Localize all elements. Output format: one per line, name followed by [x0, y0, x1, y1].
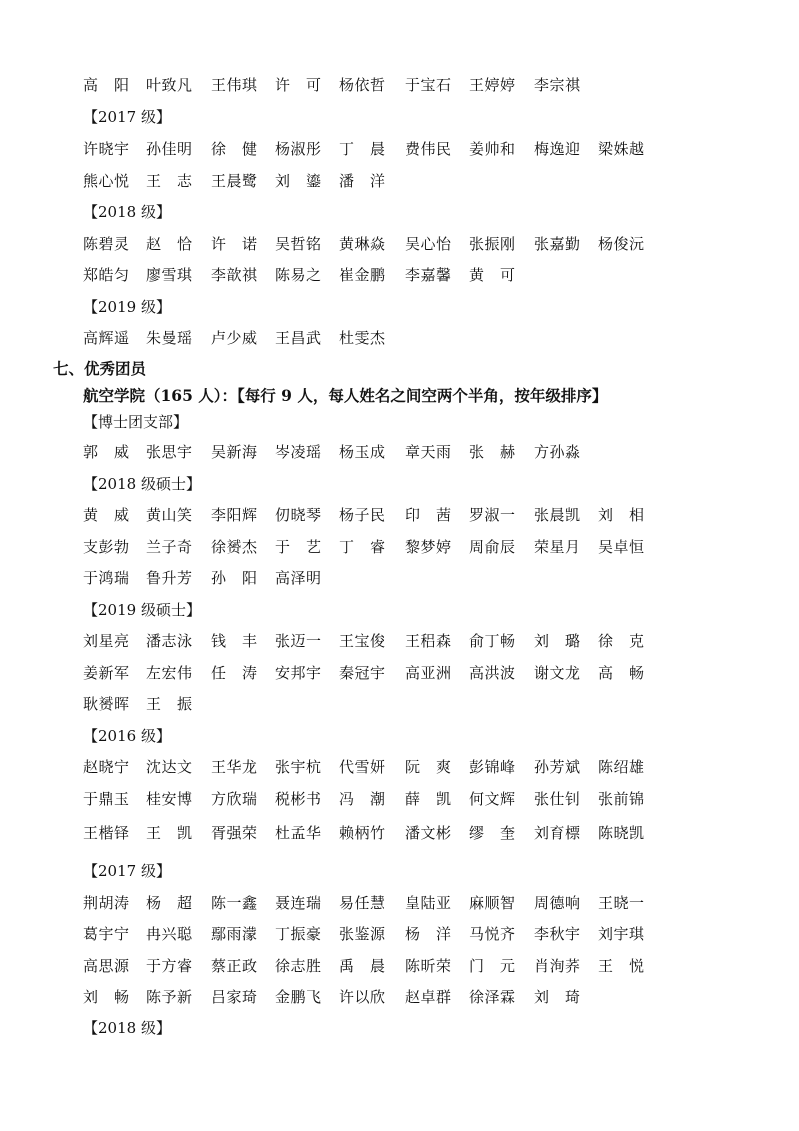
- member-name: 葛宇宁: [83, 925, 130, 943]
- member-name: 黄山笑: [146, 506, 193, 524]
- member-name: 王婷婷: [469, 76, 516, 94]
- member-name: 丁振豪: [275, 925, 322, 943]
- member-name: 于方睿: [146, 957, 193, 975]
- member-name: 丁 晨: [339, 140, 386, 158]
- member-name: 杨淑彤: [275, 140, 322, 158]
- member-name: 王宝俊: [339, 632, 386, 650]
- member-name: 陈碧灵: [83, 235, 130, 253]
- name-row: [83, 170, 663, 192]
- member-name: 支彭勃: [83, 538, 130, 556]
- name-row: [83, 986, 663, 1008]
- member-name: 方欣瑞: [211, 790, 258, 808]
- member-name: 刘 琦: [534, 988, 581, 1006]
- member-name: 张振刚: [469, 235, 516, 253]
- member-name: 杨俊沅: [598, 235, 645, 253]
- name-row: [83, 138, 663, 160]
- member-name: 荣星月: [534, 538, 581, 556]
- member-name: 胥强荣: [211, 824, 258, 842]
- member-name: 陈一鑫: [211, 894, 258, 912]
- member-name: 赖柄竹: [339, 824, 386, 842]
- member-name: 张晨凯: [534, 506, 581, 524]
- member-name: 孙芳斌: [534, 758, 581, 776]
- member-name: 于鸿瑞: [83, 569, 130, 587]
- member-name: 吴哲铭: [275, 235, 322, 253]
- member-name: 徐赟杰: [211, 538, 258, 556]
- member-name: 王 振: [146, 695, 193, 713]
- member-name: 孙佳明: [146, 140, 193, 158]
- member-name: 许晓宇: [83, 140, 130, 158]
- member-name: 周俞辰: [469, 538, 516, 556]
- member-name: 杨 洋: [405, 925, 452, 943]
- member-name: 聂连瑞: [275, 894, 322, 912]
- grade-heading: 【博士团支部】: [83, 413, 189, 431]
- member-name: 秦冠宇: [339, 664, 386, 682]
- member-name: 印 茜: [405, 506, 452, 524]
- member-name: 任 涛: [211, 664, 258, 682]
- name-row: [83, 327, 663, 349]
- member-name: 李秋宇: [534, 925, 581, 943]
- member-name: 刘 璐: [534, 632, 581, 650]
- member-name: 杨子民: [339, 506, 386, 524]
- member-name: 杨依哲: [339, 76, 386, 94]
- member-name: 高洪波: [469, 664, 516, 682]
- member-name: 高泽明: [275, 569, 322, 587]
- name-row: [83, 756, 663, 778]
- member-name: 冯 潮: [339, 790, 386, 808]
- member-name: 崔金鹏: [339, 266, 386, 284]
- name-row: [83, 662, 663, 684]
- name-row: [83, 822, 663, 844]
- member-name: 许以欣: [339, 988, 386, 1006]
- member-name: 刘 畅: [83, 988, 130, 1006]
- member-name: 卢少威: [211, 329, 258, 347]
- member-name: 孙 阳: [211, 569, 258, 587]
- member-name: 马悦齐: [469, 925, 516, 943]
- college-heading: 航空学院（165 人）：【每行 9 人，每人姓名之间空两个半角，按年级排序】: [83, 386, 608, 405]
- member-name: 高亚洲: [405, 664, 452, 682]
- member-name: 谢文龙: [534, 664, 581, 682]
- member-name: 王晓一: [598, 894, 645, 912]
- member-name: 张思宇: [146, 443, 193, 461]
- member-name: 陈易之: [275, 266, 322, 284]
- member-name: 徐志胜: [275, 957, 322, 975]
- member-name: 王 悦: [598, 957, 645, 975]
- name-row: [83, 892, 663, 914]
- member-name: 张前锦: [598, 790, 645, 808]
- member-name: 陈晓凯: [598, 824, 645, 842]
- member-name: 罗淑一: [469, 506, 516, 524]
- member-name: 高辉遥: [83, 329, 130, 347]
- member-name: 徐 克: [598, 632, 645, 650]
- member-name: 李宗祺: [534, 76, 581, 94]
- member-name: 朱曼瑶: [146, 329, 193, 347]
- member-name: 郭 威: [83, 443, 130, 461]
- grade-heading: 【2018 级硕士】: [83, 475, 201, 493]
- member-name: 陈绍雄: [598, 758, 645, 776]
- name-row: [83, 955, 663, 977]
- member-name: 刘宇琪: [598, 925, 645, 943]
- member-name: 皇陆亚: [405, 894, 452, 912]
- grade-heading: 【2018 级】: [83, 203, 171, 221]
- member-name: 叶致凡: [146, 76, 193, 94]
- member-name: 张鉴源: [339, 925, 386, 943]
- member-name: 吴新海: [211, 443, 258, 461]
- member-name: 陈予新: [146, 988, 193, 1006]
- member-name: 王楷铎: [83, 824, 130, 842]
- member-name: 张嘉勤: [534, 235, 581, 253]
- grade-heading: 【2017 级】: [83, 862, 171, 880]
- member-name: 许 可: [275, 76, 322, 94]
- member-name: 张宇杭: [275, 758, 322, 776]
- member-name: 吴心怡: [405, 235, 452, 253]
- member-name: 赵 恰: [146, 235, 193, 253]
- member-name: 沈达文: [146, 758, 193, 776]
- member-name: 何文辉: [469, 790, 516, 808]
- name-row: [83, 504, 663, 526]
- member-name: 许 诺: [211, 235, 258, 253]
- member-name: 李歆祺: [211, 266, 258, 284]
- member-name: 丁 睿: [339, 538, 386, 556]
- member-name: 黄 可: [469, 266, 516, 284]
- member-name: 徐 健: [211, 140, 258, 158]
- member-name: 张迈一: [275, 632, 322, 650]
- grade-heading: 【2019 级硕士】: [83, 601, 201, 619]
- member-name: 禹 晨: [339, 957, 386, 975]
- member-name: 王昌武: [275, 329, 322, 347]
- member-name: 杜孟华: [275, 824, 322, 842]
- member-name: 刘 相: [598, 506, 645, 524]
- name-row: [83, 630, 663, 652]
- member-name: 荆胡涛: [83, 894, 130, 912]
- member-name: 王晨鹭: [211, 172, 258, 190]
- member-name: 杨 超: [146, 894, 193, 912]
- member-name: 高 阳: [83, 76, 130, 94]
- member-name: 章天雨: [405, 443, 452, 461]
- name-row: [83, 788, 663, 810]
- section-title: 七、优秀团员: [53, 359, 147, 378]
- member-name: 彭锦峰: [469, 758, 516, 776]
- member-name: 方孙淼: [534, 443, 581, 461]
- name-row: [83, 567, 663, 589]
- member-name: 于宝石: [405, 76, 452, 94]
- name-row: [83, 74, 663, 96]
- member-name: 潘 洋: [339, 172, 386, 190]
- member-name: 张 赫: [469, 443, 516, 461]
- member-name: 刘 鎏: [275, 172, 322, 190]
- member-name: 仞晓琴: [275, 506, 322, 524]
- member-name: 潘文彬: [405, 824, 452, 842]
- member-name: 肖洵荞: [534, 957, 581, 975]
- member-name: 麻顺智: [469, 894, 516, 912]
- member-name: 鲁升芳: [146, 569, 193, 587]
- member-name: 吴卓恒: [598, 538, 645, 556]
- member-name: 李阳辉: [211, 506, 258, 524]
- member-name: 高 畅: [598, 664, 645, 682]
- member-name: 税彬书: [275, 790, 322, 808]
- member-name: 安邦宇: [275, 664, 322, 682]
- member-name: 张仕钊: [534, 790, 581, 808]
- member-name: 阮 爽: [405, 758, 452, 776]
- member-name: 周德响: [534, 894, 581, 912]
- grade-heading: 【2017 级】: [83, 108, 171, 126]
- member-name: 黄 威: [83, 506, 130, 524]
- member-name: 高思源: [83, 957, 130, 975]
- member-name: 黄琳焱: [339, 235, 386, 253]
- member-name: 兰子奇: [146, 538, 193, 556]
- member-name: 薛 凯: [405, 790, 452, 808]
- member-name: 赵晓宁: [83, 758, 130, 776]
- member-name: 李嘉馨: [405, 266, 452, 284]
- member-name: 王 志: [146, 172, 193, 190]
- member-name: 王华龙: [211, 758, 258, 776]
- member-name: 于鼎玉: [83, 790, 130, 808]
- member-name: 梅逸迎: [534, 140, 581, 158]
- name-row: [83, 441, 663, 463]
- grade-heading: 【2019 级】: [83, 298, 171, 316]
- member-name: 费伟民: [405, 140, 452, 158]
- name-row: [83, 264, 663, 286]
- member-name: 姜新军: [83, 664, 130, 682]
- name-row: [83, 923, 663, 945]
- member-name: 赵卓群: [405, 988, 452, 1006]
- member-name: 耿赟晖: [83, 695, 130, 713]
- member-name: 缪 奎: [469, 824, 516, 842]
- member-name: 冉兴聪: [146, 925, 193, 943]
- member-name: 岑凌瑶: [275, 443, 322, 461]
- member-name: 刘育標: [534, 824, 581, 842]
- member-name: 陈昕荣: [405, 957, 452, 975]
- member-name: 徐泽霖: [469, 988, 516, 1006]
- member-name: 刘星亮: [83, 632, 130, 650]
- member-name: 俞丁畅: [469, 632, 516, 650]
- member-name: 门 元: [469, 957, 516, 975]
- member-name: 熊心悦: [83, 172, 130, 190]
- member-name: 杜雯杰: [339, 329, 386, 347]
- member-name: 钱 丰: [211, 632, 258, 650]
- member-name: 黎梦婷: [405, 538, 452, 556]
- member-name: 王稆森: [405, 632, 452, 650]
- name-row: [83, 536, 663, 558]
- member-name: 于 艺: [275, 538, 322, 556]
- member-name: 姜帅和: [469, 140, 516, 158]
- member-name: 吕家琦: [211, 988, 258, 1006]
- member-name: 廖雪琪: [146, 266, 193, 284]
- grade-heading: 【2016 级】: [83, 727, 171, 745]
- member-name: 王 凯: [146, 824, 193, 842]
- member-name: 郑皓匀: [83, 266, 130, 284]
- member-name: 梁姝越: [598, 140, 645, 158]
- member-name: 潘志泳: [146, 632, 193, 650]
- member-name: 金鹏飞: [275, 988, 322, 1006]
- member-name: 王伟琪: [211, 76, 258, 94]
- member-name: 杨玉成: [339, 443, 386, 461]
- member-name: 代雪妍: [339, 758, 386, 776]
- member-name: 桂安博: [146, 790, 193, 808]
- member-name: 左宏伟: [146, 664, 193, 682]
- member-name: 蔡正政: [211, 957, 258, 975]
- member-name: 易任慧: [339, 894, 386, 912]
- name-row: [83, 233, 663, 255]
- name-row: [83, 693, 663, 715]
- grade-heading: 【2018 级】: [83, 1019, 171, 1037]
- member-name: 鄢雨濛: [211, 925, 258, 943]
